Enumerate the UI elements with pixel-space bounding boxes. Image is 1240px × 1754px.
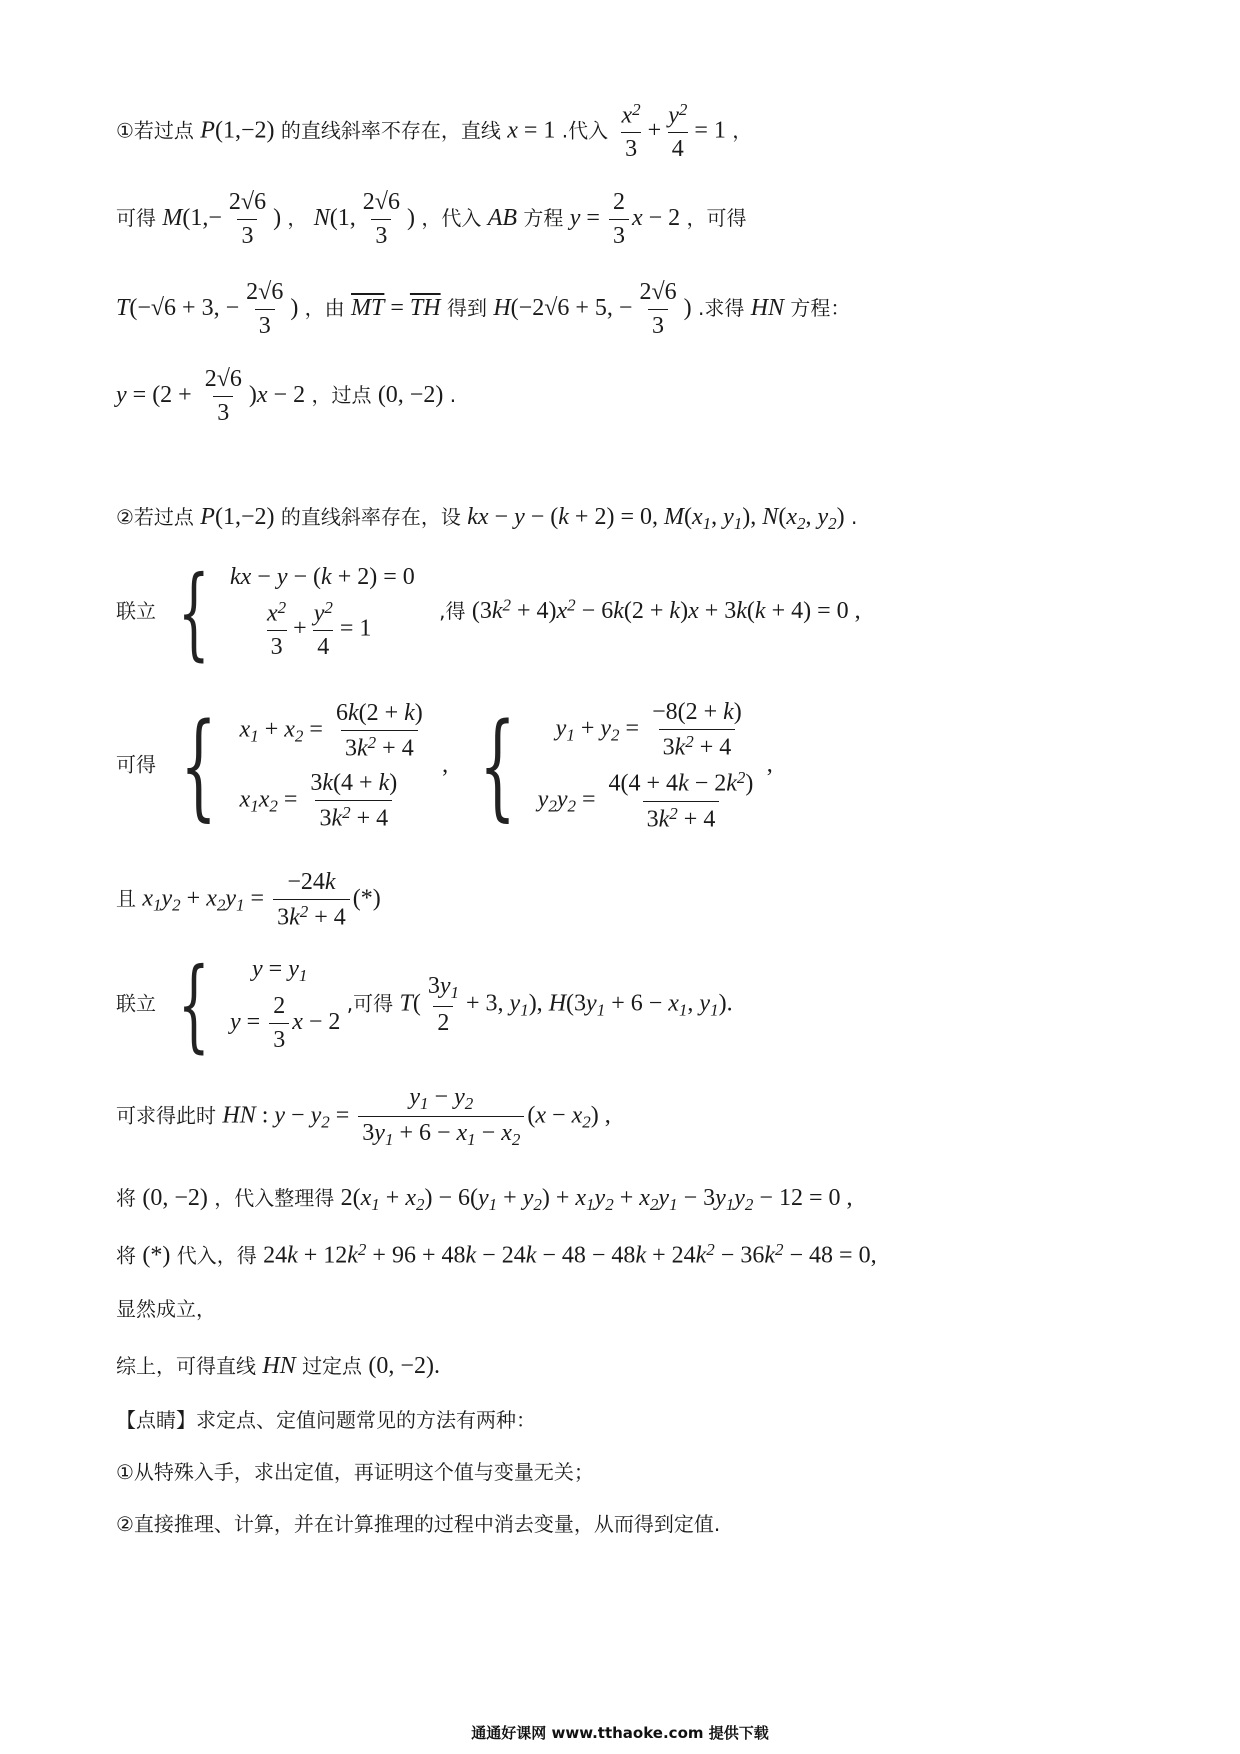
case2-line3: 可得 { $x_1 + x_2$ = $\frac{6k(2 + k)}{3k^2 + 4}$ $x_1x_2$ = $\frac{3k(4 + k)}{3k^2 + 4}$ , { $y_1 + y_2$ = $\frac{-8(2 + k)}{3k^2 + 4}$ $y_2y_2$ = $\frac{4(4 + 4k - 2k^2)}{3k^2 + 4}$ , — [116, 695, 773, 837]
case2-line2: 联立 { kx − y − (k + 2) = 0 $\frac{x^2}{3}$ + $\frac{y^2}{4}$ = 1 ,得 $(3k^2 + 4)x^2 - 6k(2 + k)x + 3k(k + 4) = 0$ , — [116, 553, 861, 671]
equation-system: { $y = y_1$ y = $\frac{2}{3}$ x − 2 — [178, 945, 341, 1063]
remark-title: 【点睛】求定点、定值问题常见的方法有两种： — [116, 1408, 536, 1432]
equation-system: { kx − y − (k + 2) = 0 $\frac{x^2}{3}$ + $\frac{y^2}{4}$ = 1 — [178, 553, 415, 671]
case1-line1: ①若过点 P(1,−2) 的直线斜率不存在，直线 x = 1 .代入 $\frac{x^2}{3}$ + $\frac{y^2}{4}$ = 1 ， — [116, 100, 753, 163]
case2-line9: 显然成立， — [116, 1297, 216, 1321]
case1-line2: 可得 M(1,− $\frac{2√6}{3}$ ) ， N(1, $\frac{2√6}{3}$ ) ，代入 AB 方程 y = $\frac{2}{3}$ x − 2 ，可得 — [116, 189, 747, 249]
case2-line6: 可求得此时 HN : $y - y_2$ = $\frac{y_1 - y_2}{3y_1 + 6 - x_1 - x_2}$ $(x - x_2)$ , — [116, 1084, 611, 1150]
case1-line3: T(−√6 + 3, − $\frac{2√6}{3}$ ) ，由 $\overline{MT} = \overline{TH}$ 得到 H(−2√6 + 5, − $\frac{2√6}{3}$ ) .求得 HN 方程： — [116, 279, 851, 339]
case2-line10: 综上，可得直线 HN 过定点 (0, −2). — [116, 1353, 440, 1379]
page-footer: 通通好课网 www.tthaoke.com 提供下载 — [471, 1724, 769, 1742]
remark-method-2: ②直接推理、计算，并在计算推理的过程中消去变量，从而得到定值. — [116, 1512, 721, 1536]
case2-line1: ②若过点 P(1,−2) 的直线斜率存在，设 kx − y − (k + 2) = 0, $M(x_1$, $y_1$), $N(x_2$, $y_2$) . — [116, 504, 858, 533]
case2-line8: 将 (*) 代入，得 $24k + 12k^2 + 96 + 48k - 24k - 48 - 48k + 24k^2 - 36k^2 - 48 = 0$, — [116, 1240, 877, 1269]
remark-method-1: ①从特殊入手，求出定值，再证明这个值与变量无关； — [116, 1460, 594, 1484]
equation-system: { $y_1 + y_2$ = $\frac{-8(2 + k)}{3k^2 + 4}$ $y_2y_2$ = $\frac{4(4 + 4k - 2k^2)}{3k^2 + 4}$ — [478, 698, 754, 833]
case1-line4: y = (2 + $\frac{2√6}{3}$ )x − 2 ，过点 (0, −2) . — [116, 366, 457, 426]
case2-line5: 联立 { $y = y_1$ y = $\frac{2}{3}$ x − 2 ,可得 T( $\frac{3y_1}{2}$ + 3, $y_1$), $H(3y_1 + 6 - x_1$, $y_1$). — [116, 945, 733, 1063]
case2-line4: 且 $x_1y_2 + x_2y_1$ = $\frac{-24k}{3k^2 + 4}$ (*) — [116, 869, 381, 931]
fraction: $\frac{x^2}{3}$ — [621, 100, 641, 163]
equation-system: { $x_1 + x_2$ = $\frac{6k(2 + k)}{3k^2 + 4}$ $x_1x_2$ = $\frac{3k(4 + k)}{3k^2 + 4}$ — [180, 698, 423, 833]
case2-line7: 将 (0, −2) ，代入整理得 $2(x_1 + x_2) - 6(y_1 + y_2) + x_1y_2 + x_2y_1 - 3y_1y_2 - 12 = 0$ , — [116, 1185, 853, 1214]
